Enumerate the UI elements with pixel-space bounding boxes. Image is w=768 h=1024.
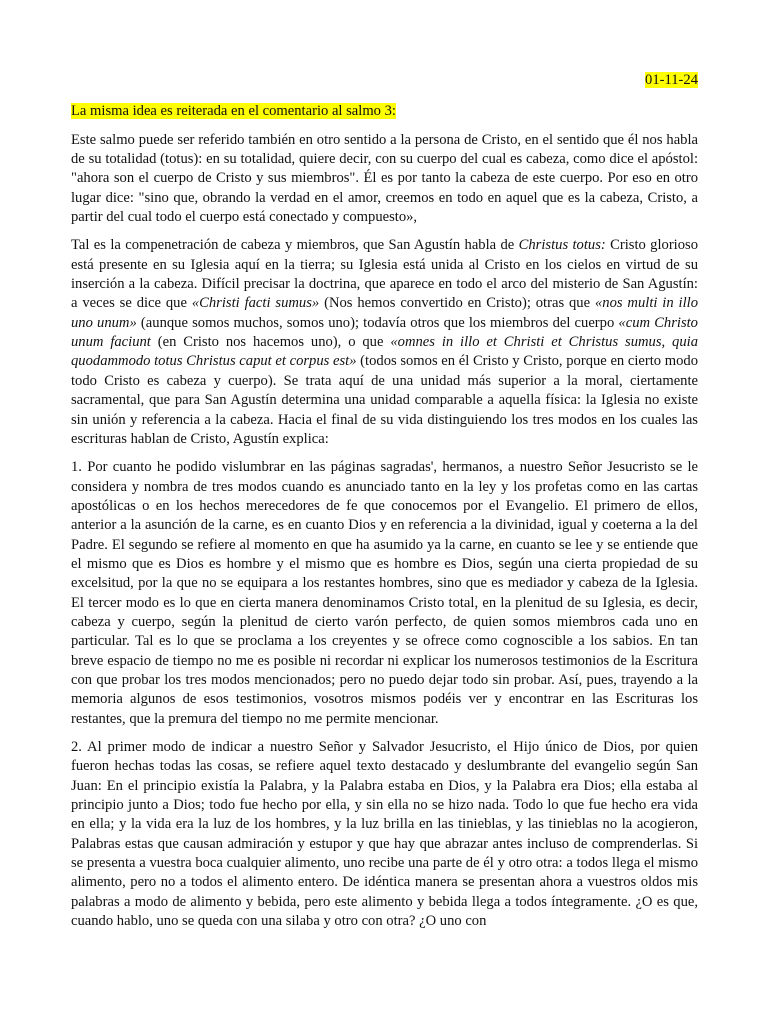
text-run: (en Cristo nos hacemos uno), o que — [150, 334, 391, 351]
paragraph-numbered-2: 2. Al primer modo de indicar a nuestro Señor y Salvador Jesucristo, el Hijo único de Dios, por quien fueron hechas todas las cosas, se refiere aquel texto destacado y deslumbrante del evangelio según San Juan: En el principio existía la Palabra, y la Palabra estaba en Dios, y la Palabra era Dios; ella estaba al principio junto a Dios; todo fue hecho por ella, y sin ella no se hizo nada. Todo lo que fue hecho era vida en ella; y la vida era la luz de los hombres, y la luz brilla en las tinieblas, y las tinieblas no la acogieron, Palabras estas que causan admiración y estupor y que hay que abrazar antes incluso de comprenderlas. Si se presenta a vuestra boca cualquier alimento, uno recibe una parte de él y otro otra: a todos llega el mismo alimento, pero no a todos el alimento entero. De idéntica manera se presentan ahora a vuestros oldos mis palabras a modo de alimento y bebida, pero este alimento y bebida llega a todos íntegramente. ¿O es que, cuando hablo, uno se queda con una silaba y otro con otra? ¿O uno con — [71, 739, 698, 930]
latin-phrase: Christus totus: — [518, 237, 606, 254]
intro-line — [71, 102, 698, 121]
paragraph-christus-totus — [71, 236, 698, 449]
paragraph-salmo-commentary: Este salmo puede ser referido también en otro sentido a la persona de Cristo, en el sentido que él nos habla de su totalidad (totus): en su totalidad, quiere decir, con su cuerpo del cual es cabeza, como dice el apóstol: "ahora son el cuerpo de Cristo y sus miembros". Él es por tanto la cabeza de este cuerpo. Por eso en otro lugar dice: "sino que, obrando la verdad en el amor, creemos en todo en aquel que es la cabeza, Cristo, a partir del cual todo el cuerpo está conectado y compuesto», — [71, 131, 698, 226]
latin-phrase: «cum Christo unum faciunt — [71, 314, 698, 351]
paragraph-numbered-1: 1. Por cuanto he podido vislumbrar en las páginas sagradas', hermanos, a nuestro Señor Jesucristo se le considera y nombra de tres modos cuando es anunciado tanto en la ley y los profetas como en las cartas apostólicas o en los hechos merecedores de fe que conocemos por el Evangelio. El primero de ellos, anterior a la asunción de la carne, es en cuanto Dios y en referencia a la divinidad, igual y coeterna a la del Padre. El segundo se refiere al momento en que ha asumido ya la carne, en cuanto se lee y se entiende que el mismo que es Dios es hombre y el mismo que es hombre es Dios, según una cierta propiedad de su excelsitud, por la que no se equipara a los restantes hombres, sino que es mediador y cabeza de la Iglesia. El tercer modo es lo que en cierta manera denominamos Cristo total, en la plenitud de su Iglesia, es decir, cabeza y cuerpo, según la plenitud de cierto varón perfecto, de quien somos miembros cada uno en particular. Tal es lo que se proclama a los creyentes y se ofrece como cognoscible a los sabios. En tan breve espacio de tiempo no me es posible ni recordar ni explicar los numerosos testimonios de la Escritura con que probar los tres modos mencionados; pero no puedo dejar todo sin probar. Así, pues, trayendo a la memoria algunos de esos testimonios, vosotros mismos podéis ver y encontrar en las Escrituras los restantes, que la premura del tiempo no me permite mencionar. — [71, 459, 698, 727]
date-highlight: 01-11-24 — [645, 72, 698, 88]
text-run: Cristo glorioso está presente en su Iglesia aquí en la tierra; su Iglesia está unida al Cristo en los cielos en virtud de su inserción a la cabeza. Difícil precisar la doctrina, que aparece en todo el arco del misterio de San Agustín: a veces se dice que — [71, 237, 699, 312]
document-page — [71, 71, 698, 940]
text-run: (Nos hemos convertido en Cristo); otras que — [319, 295, 595, 312]
intro-highlight: La misma idea es reiterada en el comentario al salmo 3: — [71, 103, 396, 120]
latin-phrase: «Christi facti sumus» — [191, 295, 320, 312]
latin-phrase: «omnes in illo et Christi et Christus sumus, quia quodammodo totus Christus caput et corpus est» — [71, 334, 698, 370]
text-run: (aunque somos muchos, somos uno); todavía otros que los miembros del cuerpo — [136, 314, 619, 331]
latin-phrase: «nos multi in illo uno unum» — [71, 295, 699, 331]
text-run: (todos somos en él Cristo y Cristo, porque en cierto modo todo Cristo es cabeza y cuerpo). Se trata aquí de una unidad más superior a la moral, ciertamente sacramental, que para San Agustín determina una unidad comparable a aquella física: la Iglesia no existe sin unión y referencia a la cabeza. Hacia el final de su vida distinguiendo los tres modos en los cuales las escrituras hablan de Cristo, Agustín explica: — [71, 353, 699, 447]
text-run: Tal es la compenetración de cabeza y miembros, que San Agustín habla de — [71, 237, 519, 254]
document-date — [71, 71, 698, 90]
